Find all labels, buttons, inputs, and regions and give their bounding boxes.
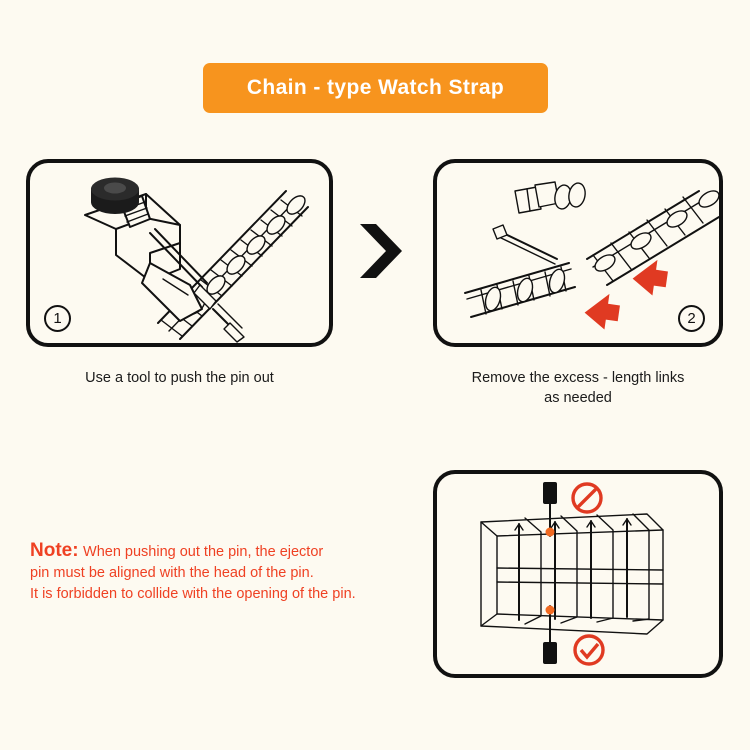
step-2-number: 2 <box>678 305 705 332</box>
removed-links <box>515 182 587 213</box>
note-line-1: When pushing out the pin, the ejector <box>83 544 324 560</box>
flow-arrow-icon <box>356 222 404 280</box>
step-2-caption-line-1: Remove the excess - length links <box>471 370 685 386</box>
note-label: Note: <box>30 540 79 561</box>
note-block <box>30 540 410 605</box>
step-1-caption-text: Use a tool to push the pin out <box>85 370 274 386</box>
pin-alignment-illustration <box>437 474 719 674</box>
page-title-badge <box>203 63 548 113</box>
loose-pin <box>493 225 557 264</box>
step-2-panel <box>433 159 723 347</box>
page-title: Chain - type Watch Strap <box>246 76 505 99</box>
strap-segment-left <box>465 263 575 317</box>
step-2-caption-line-2: as needed <box>544 390 612 406</box>
step-2-illustration <box>437 163 719 343</box>
note-line-2: pin must be aligned with the head of the pin. <box>30 565 314 581</box>
step-1-caption <box>26 368 333 388</box>
step-1-illustration <box>30 163 329 343</box>
note-line-3: It is forbidden to collide with the opening of the pin. <box>30 586 356 602</box>
check-circle-sign-icon <box>575 636 603 664</box>
strap-block <box>481 514 663 634</box>
prohibited-sign-icon <box>573 484 601 512</box>
step-1-panel <box>26 159 333 347</box>
step-2-caption <box>428 368 728 408</box>
pin-alignment-detail-panel <box>433 470 723 678</box>
step-1-number: 1 <box>44 305 71 332</box>
